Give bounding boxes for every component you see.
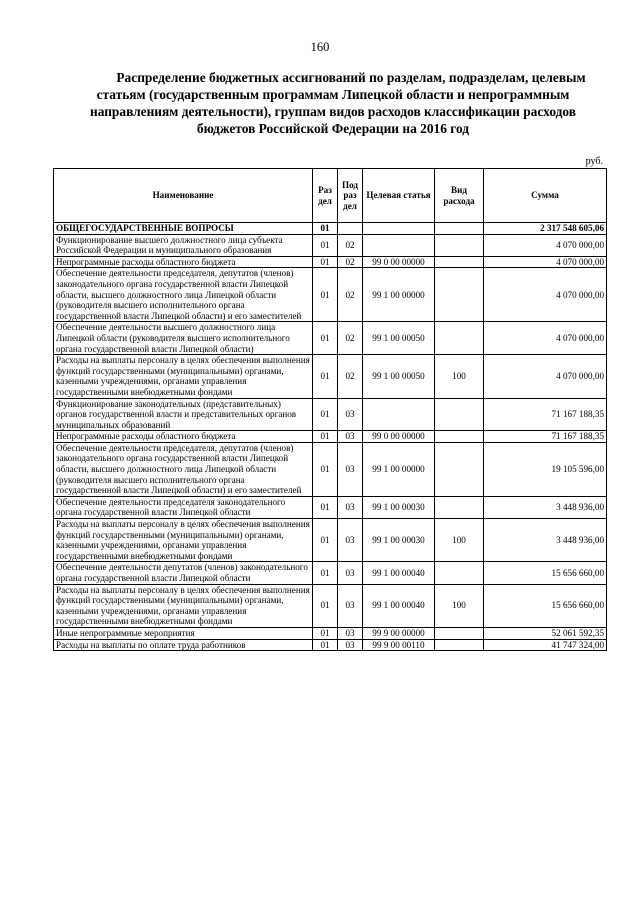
row-target (363, 398, 435, 431)
row-name: Иные непрограммные мероприятия (54, 627, 313, 639)
row-type: 100 (435, 519, 484, 562)
row-name: Обеспечение деятельности депутатов (членов) законодательного органа государственной власти Липецкой области (54, 562, 313, 584)
header-subsection: Под раз дел (338, 169, 363, 223)
row-section: 01 (313, 562, 338, 584)
row-name: Расходы на выплаты по оплате труда работников (54, 639, 313, 651)
table-row (54, 355, 607, 398)
row-target: 99 1 00 00030 (363, 496, 435, 518)
row-section: 01 (313, 496, 338, 518)
table-row (54, 431, 607, 443)
row-target: 99 1 00 00000 (363, 268, 435, 322)
row-type (435, 431, 484, 443)
row-amount: 3 448 936,00 (484, 519, 607, 562)
header-expense-type: Вид расхода (435, 169, 484, 223)
row-name: ОБЩЕГОСУДАРСТВЕННЫЕ ВОПРОСЫ (54, 223, 313, 235)
row-section: 01 (313, 256, 338, 268)
header-target-article: Целевая статья (363, 169, 435, 223)
row-subsection: 03 (338, 519, 363, 562)
row-subsection: 03 (338, 398, 363, 431)
row-type (435, 639, 484, 651)
row-name: Обеспечение деятельности председателя, депутатов (членов) законодательного органа государственной власти Липецкой области, высшего должностного лица Липецкой области (руководителя высшего исполнительного органа государственной власти Липецкой области) и его заместителей (54, 442, 313, 496)
row-type (435, 234, 484, 256)
row-target: 99 1 00 00040 (363, 562, 435, 584)
row-type (435, 223, 484, 235)
row-type (435, 268, 484, 322)
row-type (435, 562, 484, 584)
row-subsection: 03 (338, 431, 363, 443)
table-row (54, 584, 607, 627)
row-type (435, 398, 484, 431)
document-title: Распределение бюджетных ассигнований по разделам, подразделам, целевым статьям (государственным программам Липецкой области и непрограммным направлениям деятельности), группам видов расходов классификации расходов бюджетов Российской Федерации на 2016 год (89, 70, 586, 136)
row-name: Расходы на выплаты персоналу в целях обеспечения выполнения функций государственными (муниципальными) органами, казенными учреждениями, органами управления государственными внебюджетными фондами (54, 584, 313, 627)
row-target (363, 234, 435, 256)
row-subsection: 02 (338, 234, 363, 256)
row-subsection: 03 (338, 442, 363, 496)
table-row (54, 519, 607, 562)
row-subsection (338, 223, 363, 235)
currency-unit: руб. (585, 156, 603, 167)
row-amount: 41 747 324,00 (484, 639, 607, 651)
row-name: Функционирование высшего должностного лица субъекта Российской Федерации и муниципального образования (54, 234, 313, 256)
row-name: Обеспечение деятельности председателя законодательного органа государственной власти Липецкой области (54, 496, 313, 518)
row-subsection: 02 (338, 355, 363, 398)
table-row (54, 496, 607, 518)
row-section: 01 (313, 223, 338, 235)
row-amount: 15 656 660,00 (484, 584, 607, 627)
table-row (54, 562, 607, 584)
header-name: Наименование (54, 169, 313, 223)
row-target: 99 9 00 00000 (363, 627, 435, 639)
row-target (363, 223, 435, 235)
row-target: 99 1 00 00000 (363, 442, 435, 496)
row-name: Обеспечение деятельности председателя, депутатов (членов) законодательного органа государственной власти Липецкой области, высшего должностного лица Липецкой области (руководителя высшего исполнительного органа государственной власти Липецкой области) и его заместителей (54, 268, 313, 322)
row-section: 01 (313, 639, 338, 651)
header-section: Раз дел (313, 169, 338, 223)
row-amount: 71 167 188,35 (484, 398, 607, 431)
table-row (54, 639, 607, 651)
row-target: 99 9 00 00110 (363, 639, 435, 651)
row-name: Непрограммные расходы областного бюджета (54, 256, 313, 268)
row-amount: 4 070 000,00 (484, 256, 607, 268)
row-subsection: 02 (338, 268, 363, 322)
row-type (435, 496, 484, 518)
row-type: 100 (435, 584, 484, 627)
row-section: 01 (313, 431, 338, 443)
page-number: 160 (310, 40, 330, 54)
row-target: 99 1 00 00030 (363, 519, 435, 562)
row-target: 99 1 00 00040 (363, 584, 435, 627)
row-amount: 52 061 592,35 (484, 627, 607, 639)
budget-table (53, 168, 607, 651)
row-amount: 4 070 000,00 (484, 268, 607, 322)
table-row (54, 268, 607, 322)
header-amount: Сумма (484, 169, 607, 223)
row-subsection: 03 (338, 639, 363, 651)
row-section: 01 (313, 322, 338, 355)
row-subsection: 03 (338, 496, 363, 518)
table-row (54, 256, 607, 268)
row-amount: 15 656 660,00 (484, 562, 607, 584)
row-section: 01 (313, 234, 338, 256)
row-subsection: 03 (338, 562, 363, 584)
row-name: Расходы на выплаты персоналу в целях обеспечения выполнения функций государственными (муниципальными) органами, казенными учреждениями, органами управления государственными внебюджетными фондами (54, 519, 313, 562)
row-amount: 2 317 548 605,06 (484, 223, 607, 235)
row-amount: 4 070 000,00 (484, 322, 607, 355)
row-type (435, 256, 484, 268)
row-target: 99 0 00 00000 (363, 431, 435, 443)
row-type (435, 627, 484, 639)
row-subsection: 02 (338, 322, 363, 355)
row-name: Расходы на выплаты персоналу в целях обеспечения выполнения функций государственными (муниципальными) органами, казенными учреждениями, органами управления государственными внебюджетными фондами (54, 355, 313, 398)
table-row (54, 223, 607, 235)
row-name: Обеспечение деятельности высшего должностного лица Липецкой области (руководителя высшего исполнительного органа государственной власти Липецкой области) (54, 322, 313, 355)
row-amount: 3 448 936,00 (484, 496, 607, 518)
row-subsection: 03 (338, 584, 363, 627)
row-amount: 19 105 596,00 (484, 442, 607, 496)
row-amount: 4 070 000,00 (484, 355, 607, 398)
row-name: Функционирование законодательных (представительных) органов государственной власти и представительных органов муниципальных образований (54, 398, 313, 431)
row-subsection: 02 (338, 256, 363, 268)
row-type (435, 322, 484, 355)
row-target: 99 1 00 00050 (363, 355, 435, 398)
row-target: 99 0 00 00000 (363, 256, 435, 268)
row-subsection: 03 (338, 627, 363, 639)
table-header-row (54, 169, 607, 223)
row-section: 01 (313, 627, 338, 639)
table-row (54, 234, 607, 256)
row-section: 01 (313, 442, 338, 496)
table-row (54, 627, 607, 639)
row-section: 01 (313, 398, 338, 431)
row-section: 01 (313, 268, 338, 322)
row-section: 01 (313, 519, 338, 562)
row-amount: 4 070 000,00 (484, 234, 607, 256)
table-row (54, 398, 607, 431)
row-type: 100 (435, 355, 484, 398)
row-section: 01 (313, 584, 338, 627)
table-row (54, 322, 607, 355)
row-section: 01 (313, 355, 338, 398)
row-type (435, 442, 484, 496)
row-name: Непрограммные расходы областного бюджета (54, 431, 313, 443)
row-target: 99 1 00 00050 (363, 322, 435, 355)
table-row (54, 442, 607, 496)
row-amount: 71 167 188,35 (484, 431, 607, 443)
